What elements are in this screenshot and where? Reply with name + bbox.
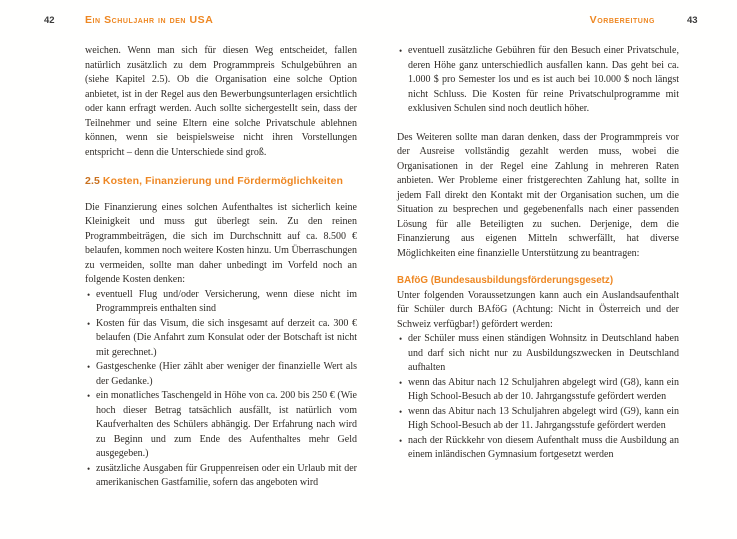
list-item: • der Schüler muss einen ständigen Wohnsitz in Deutschland haben und darf sich nicht nur zu Ausbildungszwecken in Deutschland aufhalten bbox=[397, 332, 679, 376]
list-item: • ein monatliches Taschengeld in Höhe von ca. 200 bis 250 € (Wie hoch dieser Betrag tatsächlich ausfällt, ist natürlich vom Kaufverhalten des Schülers abhängig. Der Erfahrung nach wird zu Beginn und zum Ende des Aufenthaltes mehr Geld ausgegeben.) bbox=[85, 389, 357, 462]
bafoeg-intro-paragraph: Unter folgenden Voraussetzungen kann auch ein Auslandsaufenthalt für Schüler durch BAföG (Achtung: Nicht in Österreich und der Schweiz verfügbar!) gefördert werden: bbox=[397, 289, 679, 330]
list-item: • eventuell zusätzliche Gebühren für den Besuch einer Privatschule, deren Höhe ganz unterschiedlich ausfallen kann. Das geht bei ca. 1.000 $ pro Semester los und es ist auch bei 10.000 $ noch längst nicht Schluss. Die Kosten für reine Privatschulprogramme mit exklusiven Schulen sind noch deutlich höher. bbox=[397, 44, 679, 117]
list-item: • nach der Rückkehr von diesem Aufenthalt muss die Ausbildung an einem inländischen Gymnasium fortgesetzt werden bbox=[397, 434, 679, 463]
left-page-column bbox=[85, 44, 357, 491]
list-item: • Gastgeschenke (Hier zählt aber weniger der finanzielle Wert als der Gedanke.) bbox=[85, 360, 357, 389]
list-item: • wenn das Abitur nach 12 Schuljahren abgelegt wird (G8), kann ein High School-Besuch ab der 10. Jahrgangsstufe gefördert werden bbox=[397, 376, 679, 405]
payment-paragraph: Des Weiteren sollte man daran denken, dass der Programmpreis vor der Ausreise vollständig gezahlt werden muss, wobei die Organisationen in der Regel eine Zahlung in mehreren Raten anbieten. Wer Probleme einer fristgerechten Zahlung hat, sollte in jedem Fall direkt den Kontakt mit der Organisation suchen, um die Situation zu besprechen und gegebenenfalls nach einer passenden Lösung für alle Beteiligten zu suchen. Derjenige, dem die Finanzierung aus eigenen Mitteln schwerfällt, hat diverse Möglichkeiten eine finanzielle Unterstützung zu beantragen: bbox=[397, 131, 679, 259]
list-item: • zusätzliche Ausgaben für Gruppenreisen oder ein Urlaub mit der amerikanischen Gastfamilie, sofern das angeboten wird bbox=[85, 462, 357, 491]
list-item: • Kosten für das Visum, die sich insgesamt auf derzeit ca. 300 € belaufen (Die Anfahrt zum Konsulat oder der Botschaft ist nicht mit gerechnet.) bbox=[85, 317, 357, 361]
bafoeg-bullet-list bbox=[397, 332, 679, 463]
subheading-bafoeg: BAföG (Bundesausbildungsförderungsgesetz) bbox=[397, 275, 614, 286]
left-running-head bbox=[85, 14, 213, 26]
list-item: • eventuell Flug und/oder Versicherung, wenn diese nicht im Programmpreis enthalten sind bbox=[85, 288, 357, 317]
section-number: 2.5 bbox=[85, 175, 100, 187]
costs-bullet-list bbox=[85, 288, 357, 491]
section-heading-costs bbox=[85, 174, 357, 189]
list-item: • wenn das Abitur nach 13 Schuljahren abgelegt wird (G9), kann ein High School-Besuch ab der 11. Jahrgangsstufe gefördert werden bbox=[397, 405, 679, 434]
section-title: Kosten, Finanzierung und Fördermöglichkeiten bbox=[102, 175, 343, 187]
right-page-column bbox=[397, 44, 679, 463]
right-page-number: 43 bbox=[687, 15, 698, 26]
left-running-head-bold: USA bbox=[189, 14, 214, 26]
left-running-head-text: Ein Schuljahr in den bbox=[85, 14, 187, 26]
right-running-head: Vorbereitung bbox=[589, 14, 655, 26]
costs-bullet-list-continued bbox=[397, 44, 679, 117]
costs-paragraph: Die Finanzierung eines solchen Aufenthaltes ist sicherlich keine Kleinigkeit und muss gut überlegt sein. Zu den reinen Programmbeiträgen, die sich im Durchschnitt auf ca. 8.500 € belaufen, kommen noch weitere Kosten hinzu. Um Überraschungen zu vermeiden, sollte man daher unbedingt im Vorfeld noch an folgende Kosten denken: bbox=[85, 201, 357, 285]
intro-paragraph: weichen. Wenn man sich für diesen Weg entscheidet, fallen natürlich zusätzlich zu dem Programmpreis Schulgebühren an (siehe Kapitel 2.5). Ob die Organisation eine solche Option anbietet, ist in der Regel aus den Bewerbungsunterlagen ersichtlich oder kann erfragt werden. Auch sollte sichergestellt sein, dass der Teilnehmer und seine Eltern eine solche Privatschule ablehnen können, wenn sie beispielsweise nicht ihren Vorstellungen entspricht – denn die Unterschiede sind groß. bbox=[85, 45, 357, 158]
left-page-number: 42 bbox=[44, 15, 55, 26]
